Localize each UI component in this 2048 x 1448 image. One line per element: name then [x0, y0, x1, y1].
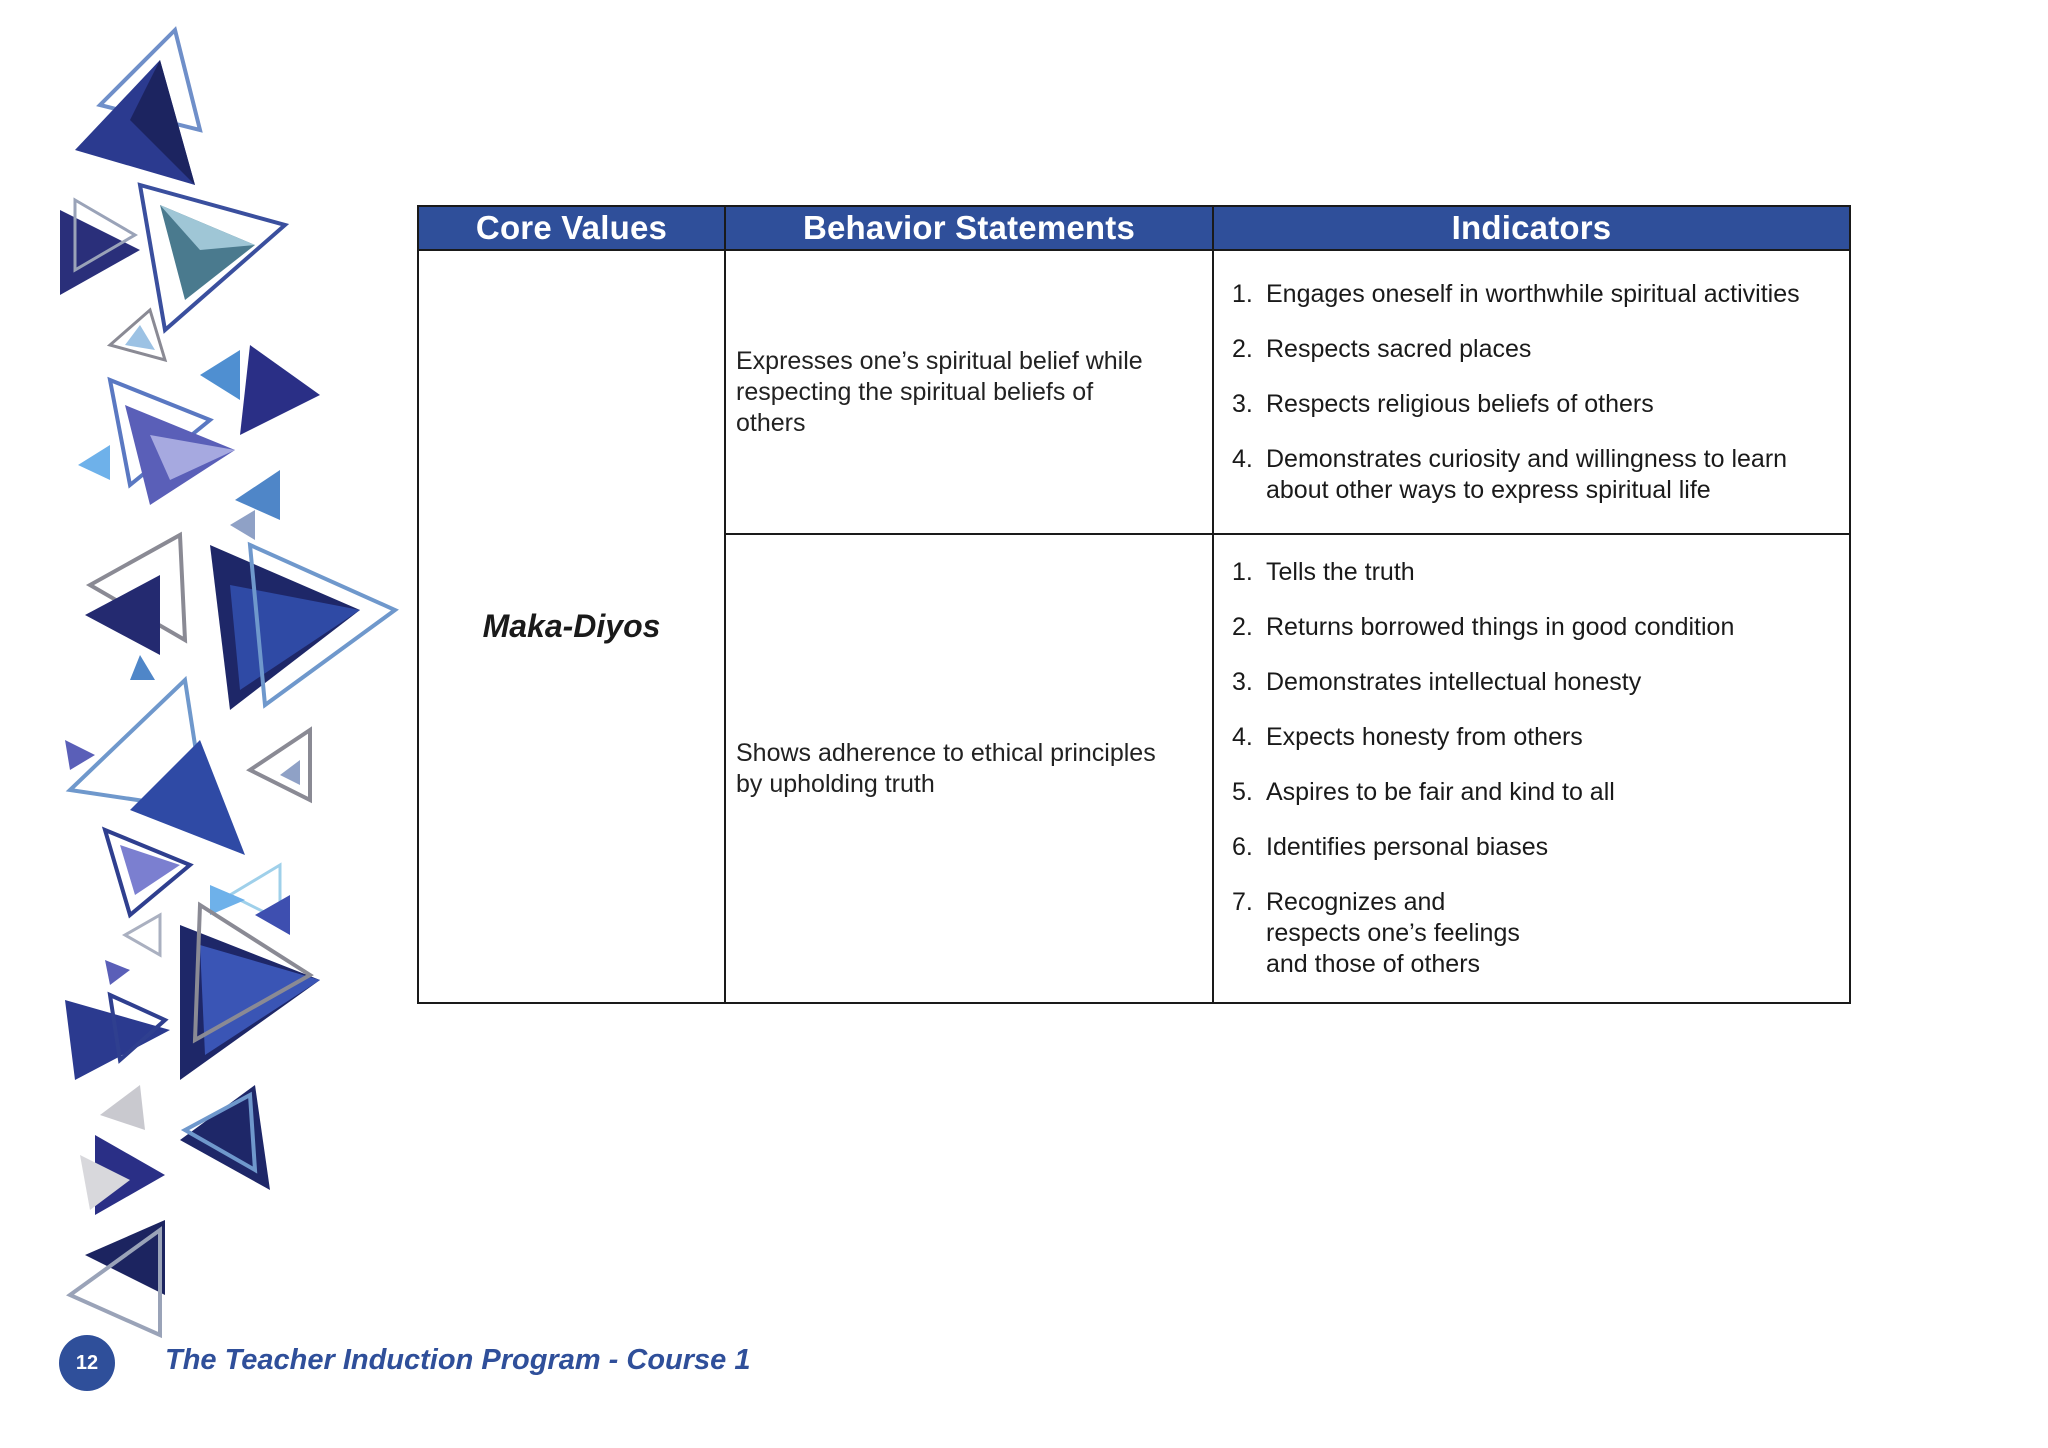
indicator-list: [1214, 257, 1849, 528]
page-number-badge: 12: [59, 1335, 115, 1391]
list-item: 2. Returns borrowed things in good condition: [1232, 613, 1735, 641]
core-values-table: [417, 205, 1851, 1004]
behavior-statement-text: Shows adherence to ethical principles by upholding truth: [736, 738, 1156, 798]
behavior-statement-text: Expresses one’s spiritual belief while respecting the spiritual beliefs of others: [736, 346, 1143, 437]
list-item: 6. Identifies personal biases: [1232, 833, 1549, 861]
core-value-cell: Maka-Diyos: [418, 250, 725, 1003]
list-item: 4. Demonstrates curiosity and willingness to learn about other ways to express spiritual life: [1232, 444, 1788, 504]
list-item: 1. Tells the truth: [1232, 558, 1415, 586]
list-item: 1. Engages oneself in worthwhile spiritual activities: [1232, 279, 1800, 308]
indicators-cell: [1213, 534, 1850, 1003]
list-item: 5. Aspires to be fair and kind to all: [1232, 778, 1615, 806]
indicators-cell: [1213, 250, 1850, 534]
decorative-triangles: [0, 0, 420, 1360]
table-header-row: [418, 206, 1850, 250]
header-indicators: Indicators: [1213, 206, 1850, 250]
header-behavior-statements: Behavior Statements: [725, 206, 1213, 250]
footer-title: The Teacher Induction Program - Course 1: [165, 1344, 751, 1376]
list-item: 2. Respects sacred places: [1232, 334, 1532, 363]
list-item: 3. Demonstrates intellectual honesty: [1232, 668, 1642, 696]
list-item: 4. Expects honesty from others: [1232, 723, 1583, 751]
indicator-list: [1214, 535, 1849, 1002]
table-row: [418, 250, 1850, 534]
header-core-values: Core Values: [418, 206, 725, 250]
behavior-statement-cell: [725, 534, 1213, 1003]
list-item: 3. Respects religious beliefs of others: [1232, 389, 1654, 418]
behavior-statement-cell: [725, 250, 1213, 534]
list-item: 7. Recognizes and respects one’s feelings and those of others: [1232, 888, 1520, 978]
